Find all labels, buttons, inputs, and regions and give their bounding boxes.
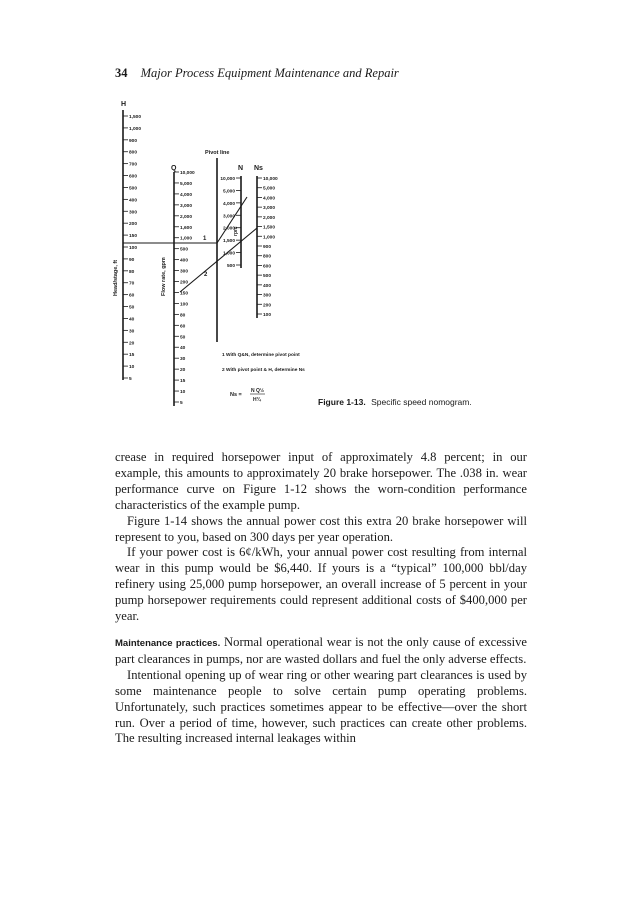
ns-axis-tick-label: 500 bbox=[263, 274, 272, 280]
flow-axis-tick-label: 400 bbox=[180, 258, 189, 264]
head-axis-tick-label: 150 bbox=[129, 234, 138, 240]
head-axis-tick-label: 1,500 bbox=[129, 115, 142, 120]
flow-axis-tick-label: 30 bbox=[180, 357, 186, 363]
pivot-line-label: Pivot line bbox=[205, 150, 230, 156]
ns-axis-tick-label: 1,500 bbox=[263, 225, 276, 231]
flow-axis-letter: Q bbox=[171, 165, 177, 172]
paragraph-3: If your power cost is 6¢/kWh, your annual power cost resulting from internal wear in this pump would be $6,440. If yours is a “typical” 100,000 bbl/day refinery using 25,000 pump horsepower, an overall increase of 5 percent in your pump horsepower requirements could represent additional costs of $400,000 per year. bbox=[115, 545, 527, 624]
step-marker-1: 1 bbox=[203, 236, 207, 242]
head-axis-tick-label: 400 bbox=[129, 198, 138, 204]
formula-denominator: H¾ bbox=[253, 397, 261, 403]
flow-axis-tick-label: 3,000 bbox=[180, 203, 193, 209]
head-axis-tick-label: 15 bbox=[129, 353, 135, 359]
speed-axis-tick-label: 1,000 bbox=[222, 251, 235, 257]
ns-axis-letter: Ns bbox=[254, 165, 263, 172]
flow-axis-tick-label: 60 bbox=[180, 324, 186, 330]
ns-axis-tick-label: 1,000 bbox=[263, 235, 276, 241]
flow-axis-tick-label: 10,000 bbox=[180, 171, 195, 176]
flow-axis-tick-label: 5 bbox=[180, 401, 183, 406]
head-axis-tick-label: 700 bbox=[129, 162, 138, 168]
flow-axis-tick-label: 50 bbox=[180, 335, 186, 341]
head-axis-ticks bbox=[123, 114, 141, 382]
head-axis-letter: H bbox=[121, 101, 127, 108]
flow-axis-tick-label: 1,600 bbox=[180, 225, 193, 231]
figure-caption bbox=[318, 397, 472, 407]
speed-axis-tick-label: 1,500 bbox=[222, 239, 235, 245]
flow-axis-tick-label: 40 bbox=[180, 346, 186, 352]
flow-axis-tick-label: 10 bbox=[180, 390, 186, 396]
flow-axis-tick-label: 5,000 bbox=[180, 181, 193, 187]
speed-axis-tick-label: 500 bbox=[226, 264, 235, 269]
head-axis-tick-label: 100 bbox=[129, 246, 138, 251]
flow-axis-tick-label: 200 bbox=[180, 280, 189, 286]
speed-axis-name: rpm bbox=[233, 226, 239, 236]
head-axis-tick-label: 20 bbox=[129, 341, 135, 347]
flow-axis-tick-label: 20 bbox=[180, 368, 186, 374]
note-1: 1 With Q&N, determine pivot point bbox=[222, 353, 300, 358]
head-axis-tick-label: 50 bbox=[129, 305, 135, 311]
ns-axis-ticks bbox=[257, 176, 278, 318]
head-axis-tick-label: 300 bbox=[129, 210, 138, 216]
note-2: 2 With pivot point & H, determine Ns bbox=[222, 368, 305, 373]
head-axis-tick-label: 70 bbox=[129, 281, 135, 287]
ns-axis-tick-label: 2,000 bbox=[263, 215, 276, 221]
page-number: 34 bbox=[115, 66, 128, 80]
flow-axis-tick-label: 15 bbox=[180, 379, 186, 385]
head-axis-tick-label: 800 bbox=[129, 150, 138, 156]
head-axis-tick-label: 1,000 bbox=[129, 126, 142, 132]
formula-lhs: Ns = bbox=[230, 392, 242, 398]
ns-axis-tick-label: 5,000 bbox=[263, 186, 276, 192]
ns-axis-tick-label: 100 bbox=[263, 313, 272, 318]
flow-axis-tick-label: 100 bbox=[180, 302, 189, 308]
running-title: Major Process Equipment Maintenance and Repair bbox=[140, 66, 399, 80]
head-axis-tick-label: 5 bbox=[129, 377, 132, 382]
flow-axis-tick-label: 4,000 bbox=[180, 192, 193, 198]
ns-axis-tick-label: 4,000 bbox=[263, 196, 276, 202]
flow-axis-tick-label: 80 bbox=[180, 313, 186, 319]
paragraph-4-text: Normal operational wear is not the only cause of excessive part clearances in pumps, nor are wasted dollars and fuel the only adverse effects. bbox=[115, 634, 527, 666]
speed-axis-tick-label: 3,000 bbox=[222, 214, 235, 220]
head-axis-tick-label: 10 bbox=[129, 365, 135, 371]
flow-axis-tick-label: 150 bbox=[180, 291, 189, 297]
head-axis-tick-label: 90 bbox=[129, 257, 135, 263]
paragraph-1: crease in required horsepower input of approximately 4.8 percent; in our example, this amounts to approximately 20 brake horsepower. The .038 in. wear performance curve on Figure 1-12 shows the worn-condition performance characteristics of the example pump. bbox=[115, 450, 527, 512]
flow-axis-tick-label: 2,000 bbox=[180, 214, 193, 220]
speed-axis-tick-label: 2,000 bbox=[222, 226, 235, 232]
body-text bbox=[115, 450, 527, 747]
head-axis-tick-label: 500 bbox=[129, 186, 138, 192]
specific-speed-nomogram bbox=[0, 0, 637, 420]
paragraph-5: Intentional opening up of wear ring or other wearing part clearances is used by some maintenance people to solve certain pump operating problems. Unfortunately, such practices sometimes appear to be effective—over the short run. Over a period of time, however, such practices can create other problems. The resulting increased internal leakages within bbox=[115, 667, 527, 746]
formula-numerator: N Q½ bbox=[251, 388, 265, 394]
ns-axis-tick-label: 10,000 bbox=[263, 177, 278, 182]
paragraph-4 bbox=[115, 635, 527, 668]
ns-axis-tick-label: 3,000 bbox=[263, 206, 276, 212]
ns-axis-tick-label: 800 bbox=[263, 254, 272, 260]
speed-axis-tick-label: 5,000 bbox=[222, 189, 235, 195]
flow-axis-name: Flow rate, gpm bbox=[161, 257, 167, 296]
flow-axis-tick-label: 1,000 bbox=[180, 236, 193, 242]
paragraph-2: Figure 1-14 shows the annual power cost this extra 20 brake horsepower will represent to you, based on 300 days per year operation. bbox=[115, 513, 527, 544]
ns-axis-tick-label: 300 bbox=[263, 293, 272, 299]
step-marker-2: 2 bbox=[204, 272, 208, 278]
head-axis-tick-label: 200 bbox=[129, 222, 138, 228]
speed-axis-tick-label: 4,000 bbox=[222, 201, 235, 207]
head-axis-tick-label: 80 bbox=[129, 269, 135, 275]
head-axis-tick-label: 900 bbox=[129, 138, 138, 144]
figure-caption-text: Specific speed nomogram. bbox=[371, 397, 472, 407]
head-axis-tick-label: 600 bbox=[129, 174, 138, 180]
flow-axis-tick-label: 500 bbox=[180, 247, 189, 253]
head-axis-tick-label: 30 bbox=[129, 329, 135, 335]
ns-axis-tick-label: 900 bbox=[263, 245, 272, 250]
flow-axis-tick-label: 300 bbox=[180, 269, 189, 275]
speed-axis-tick-label: 10,000 bbox=[220, 177, 235, 182]
head-axis-name: Head/stage, ft bbox=[113, 259, 119, 296]
speed-axis-letter: N bbox=[238, 165, 244, 172]
head-axis-tick-label: 60 bbox=[129, 293, 135, 299]
ns-axis-tick-label: 200 bbox=[263, 303, 272, 309]
head-axis-tick-label: 40 bbox=[129, 317, 135, 323]
figure-number: Figure 1-13. bbox=[318, 397, 366, 407]
ns-axis-tick-label: 400 bbox=[263, 283, 272, 289]
run-in-heading: Maintenance practices. bbox=[115, 637, 221, 649]
ns-axis-tick-label: 600 bbox=[263, 264, 272, 270]
